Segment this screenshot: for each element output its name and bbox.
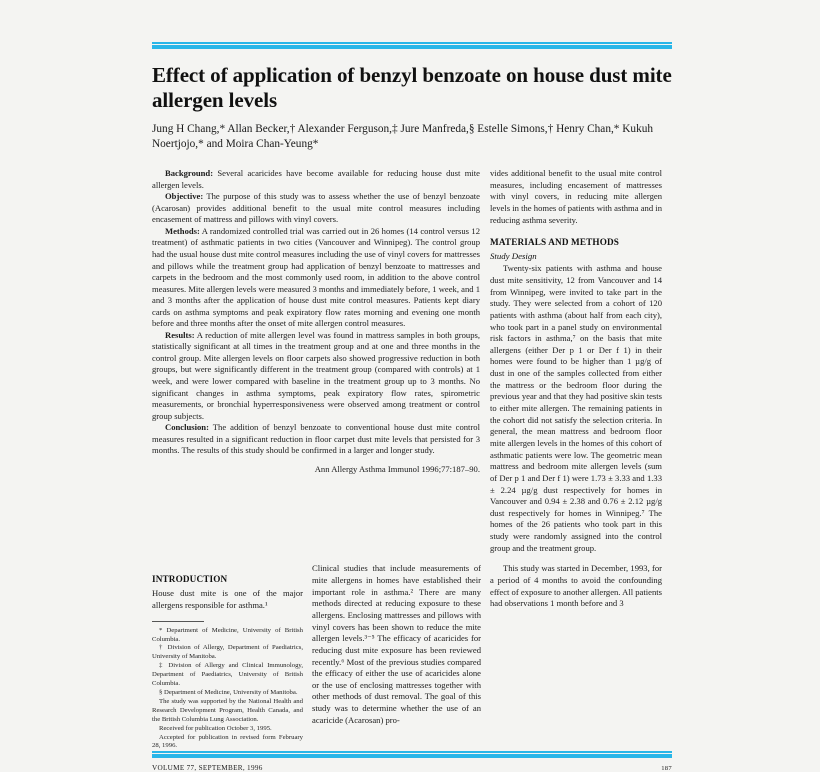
page-number: 187: [661, 765, 672, 772]
abstract-background-text: Several acaricides have become available for reducing house dust mite allergen levels.: [152, 168, 480, 190]
top-rule-thick: [152, 45, 672, 49]
column-left: [152, 563, 312, 751]
abstract-results: [152, 330, 480, 422]
volume-line: VOLUME 77, SEPTEMBER, 1996: [152, 764, 263, 772]
abstract-conclusion: [152, 422, 480, 457]
page-content: [152, 0, 672, 772]
footnote-item: Received for publication October 3, 1995.: [159, 724, 272, 732]
abstract-objective-text: The purpose of this study was to assess whether the use of benzyl benzoate (Acarosan) provides additional benefit to the usual mite control measures including encasement of mattress and pillows with vinyl covers.: [152, 191, 480, 225]
top-section: [152, 168, 672, 554]
footnote-item: The study was supported by the National Health and Research Development Program, Health Canada, and the British Columbia Lung Association.: [152, 697, 303, 723]
continued-paragraph: vides additional benefit to the usual mite control measures, including encasement of mattresses with vinyl covers, in reducing mite allergen levels in the homes of patients with asthma and in reducing asthma severity.: [490, 168, 662, 225]
footnote-list: [152, 627, 303, 752]
footnote-separator: [152, 621, 204, 622]
bottom-rule-decoration: [152, 751, 672, 758]
page-footer: [152, 764, 672, 772]
abstract-background: [152, 168, 480, 191]
column-right: [490, 563, 662, 751]
column-middle: [312, 563, 490, 751]
abstract-objective-label: Objective:: [165, 191, 204, 202]
introduction-paragraph: House dust mite is one of the major allergens responsible for asthma.¹: [152, 588, 303, 611]
footnote-item: § Department of Medicine, University of Manitoba.: [159, 689, 298, 696]
middle-column-paragraph: Clinical studies that include measurements of mite allergens in homes have established their important role in asthma.² There are many methods directed at reducing exposure to these allergens. Enclosing mattresses and pillows with vinyl covers has been shown to reduce the mite allergen levels.³⁻⁵ The efficacy of acaricides for reducing dust mite exposure has been reviewed recently.⁶ Most of the previous studies compared the efficacy of either the use of acaricides alone or the use of enclosing mattresses together with other methods of dust removal. The goal of this study was to determine whether the use of an acaricide (Acarosan) pro-: [312, 563, 481, 725]
abstract-background-label: Background:: [165, 168, 214, 179]
abstract-results-text: A reduction of mite allergen level was found in mattress samples in both groups, statistically significant at all times in the treatment group and at one and three months in the control group. Mite allergen levels on floor carpets also showed progressive reduction in both groups, but were significantly different in the treatment group (compared with controls) at 1 week, and were lower compared with baseline in the treatment group up to 3 months. No significant changes in asthma symptoms, peak expiratory flow rates, spirometric measurements, or bronchial hyperresponsiveness were observed among treatment or control group subjects.: [152, 329, 480, 421]
footnote-item: Accepted for publication in revised form February 28, 1996.: [152, 733, 303, 750]
abstract-block: [152, 168, 490, 554]
footnote-item: ‡ Division of Allergy and Clinical Immunology, Department of Paediatrics, University of British Columbia.: [152, 662, 303, 688]
study-period-paragraph: This study was started in December, 1993, for a period of 4 months to avoid the confounding effect of exposure to another allergen. All patients had observations 1 month before and 3: [490, 563, 662, 609]
abstract-results-label: Results:: [165, 329, 195, 340]
abstract-methods: [152, 226, 480, 330]
article-title: Effect of application of benzyl benzoate on house dust mite allergen levels: [152, 63, 672, 112]
abstract-conclusion-label: Conclusion:: [165, 422, 209, 433]
right-column-top: [490, 168, 662, 554]
abstract-conclusion-text: The addition of benzyl benzoate to conventional house dust mite control measures resulted in a significant reduction in floor carpet dust mite levels that persisted for 3 months. The results of this study should be confirmed in a larger and longer study.: [152, 422, 480, 456]
top-rule-decoration: [152, 42, 672, 49]
journal-citation: Ann Allergy Asthma Immunol 1996;77:187–90.: [314, 463, 480, 474]
abstract-objective: [152, 191, 480, 226]
materials-and-methods-heading: MATERIALS AND METHODS: [490, 237, 620, 248]
introduction-heading: INTRODUCTION: [152, 574, 228, 585]
body-columns: [152, 563, 672, 751]
footnote-item: * Department of Medicine, University of British Columbia.: [152, 626, 303, 643]
footnote-item: † Division of Allergy, Department of Paediatrics, University of Manitoba.: [152, 644, 303, 661]
abstract-methods-label: Methods:: [165, 225, 200, 236]
bottom-rule-thick: [152, 754, 672, 758]
abstract-methods-text: A randomized controlled trial was carried out in 26 homes (14 control versus 12 treatment) of asthmatic patients in two cities (Vancouver and Winnipeg). The control group had the usual house dust mite control measures including the use of vinyl covers for mattresses and pillows while the treatment group had application of benzyl benzoate to mattresses and carpets in the bedroom and the most commonly used room, in addition to the above control measures. Mite allergen levels were measured 3 months and immediately before, 1 week, and 1 and 3 months after the application of house dust mite control measures. Patients kept diary cards on asthma symptoms and peak expiratory flow rates morning and evening one month before and three months after the onset of mite allergen control measures.: [152, 225, 480, 329]
study-design-paragraph: Twenty-six patients with asthma and house dust mite sensitivity, 12 from Vancouver and 14 from Winnipeg, were invited to take part in the study. They were selected from a cohort of 120 patients with asthma (about half from each city), who took part in a panel study on environmental risk factors in asthma,⁷ on the basis that mite allergens (either Der p 1 or Der f 1) in their homes were found to be higher than 1 µg/g of dust in one of the samples collected from either the mattress or the bedroom floor during the previous year and that they had positive skin tests to either mite allergen. The remaining patients in the cohort did not satisfy the selection criteria. In general, the mean mattress and bedroom floor mite allergen levels in the homes of this cohort of asthmatic patients were low. The geometric mean mattress and bedroom mite allergen levels (sum of Der p 1 and Der f 1) were 1.73 ± 3.33 and 1.33 ± 2.24 µg/g dust respectively for homes in Vancouver and 0.94 ± 2.38 and 0.76 ± 2.12 µg/g dust respectively for homes in Winnipeg.⁷ The homes of the 26 patients who took part in this study were randomly assigned into the control group and the treatment group.: [490, 263, 662, 553]
study-design-heading: Study Design: [490, 251, 537, 262]
author-list: Jung H Chang,* Allan Becker,† Alexander Ferguson,‡ Jure Manfreda,§ Estelle Simons,† Henry Chan,* Kukuh Noertjojo,* and Moira Chan-Yeung*: [152, 123, 654, 151]
